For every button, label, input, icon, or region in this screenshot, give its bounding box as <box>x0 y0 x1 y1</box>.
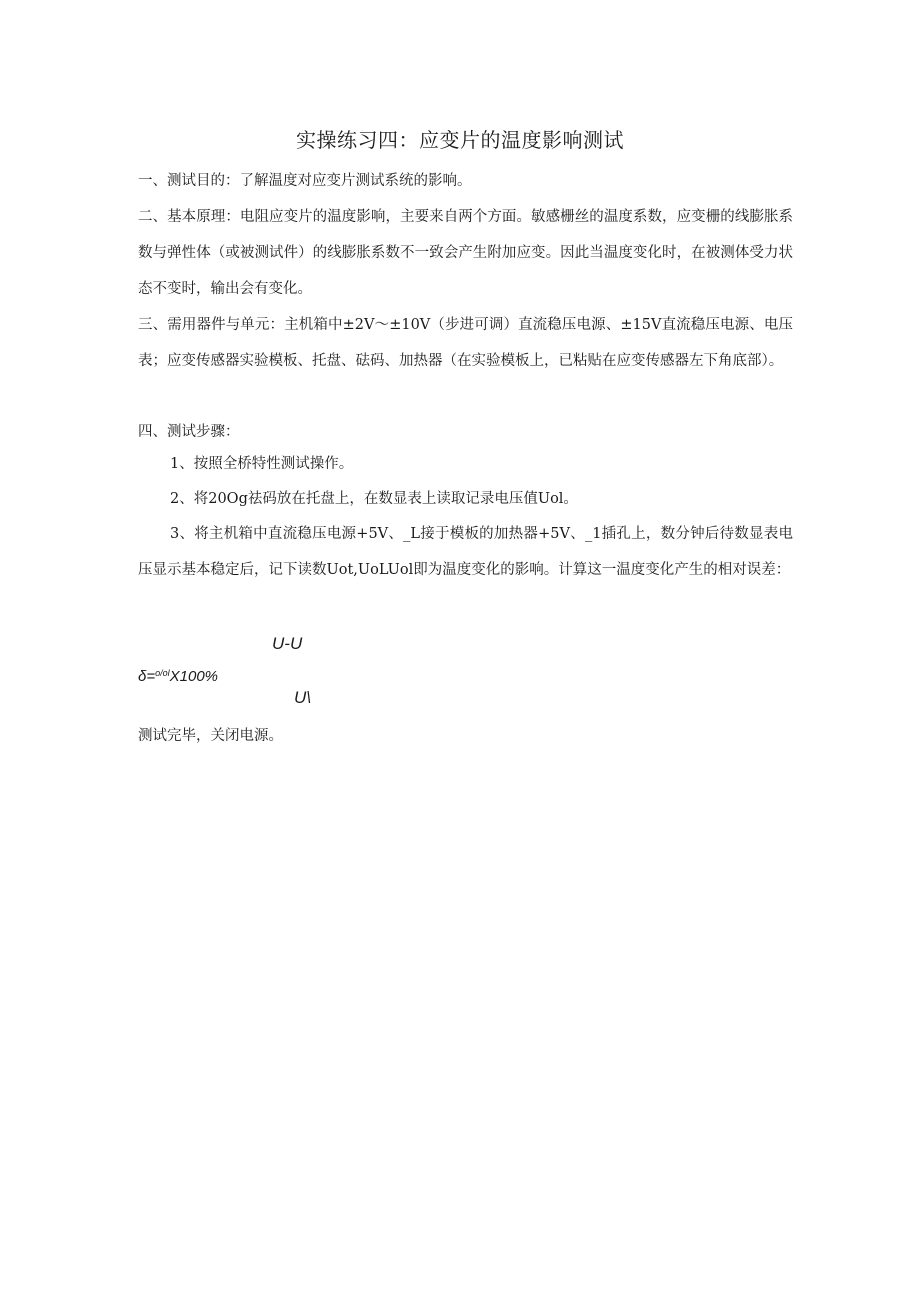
section-equipment: 三、需用器件与单元：主机箱中±2V～±10V（步进可调）直流稳压电源、±15V直流稳压电源、电压表；应变传感器实验模板、托盘、砝码、加热器（在实验模板上，已粘贴在应变传感器左下角底部）。 <box>138 317 793 369</box>
formula-main <box>138 668 218 685</box>
formula-superscript: o/ol <box>155 668 170 678</box>
step-2: 2、将20Og祛码放在托盘上，在数显表上读取记录电压值Uol。 <box>170 491 578 507</box>
formula-rhs: X100% <box>169 668 218 685</box>
section-purpose: 一、测试目的：了解温度对应变片测试系统的影响。 <box>138 173 472 189</box>
step-3: 3、将主机箱中直流稳压电源+5V、_L接于模板的加热器+5V、_1插孔上，数分钟后待数显表电压显示基本稳定后，记下读数Uot,UoLUol即为温度变化的影响。计算这一温度变化产生的相对误差： <box>138 526 793 578</box>
formula-lhs: δ= <box>138 668 156 685</box>
formula-numerator: U-U <box>272 634 303 653</box>
section-steps-heading: 四、测试步骤： <box>138 424 240 440</box>
section-principle: 二、基本原理：电阻应变片的温度影响，主要来自两个方面。敏感栅丝的温度系数，应变栅的线膨胀系数与弹性体（或被测试件）的线膨胀系数不一致会产生附加应变。因此当温度变化时，在被测体受力状态不变时，输出会有变化。 <box>138 209 793 297</box>
step-1: 1、按照全桥特性测试操作。 <box>170 456 354 472</box>
closing-note: 测试完毕，关闭电源。 <box>138 728 283 744</box>
document-title: 实操练习四：应变片的温度影响测试 <box>296 128 624 152</box>
formula-denominator: U\ <box>294 688 311 707</box>
